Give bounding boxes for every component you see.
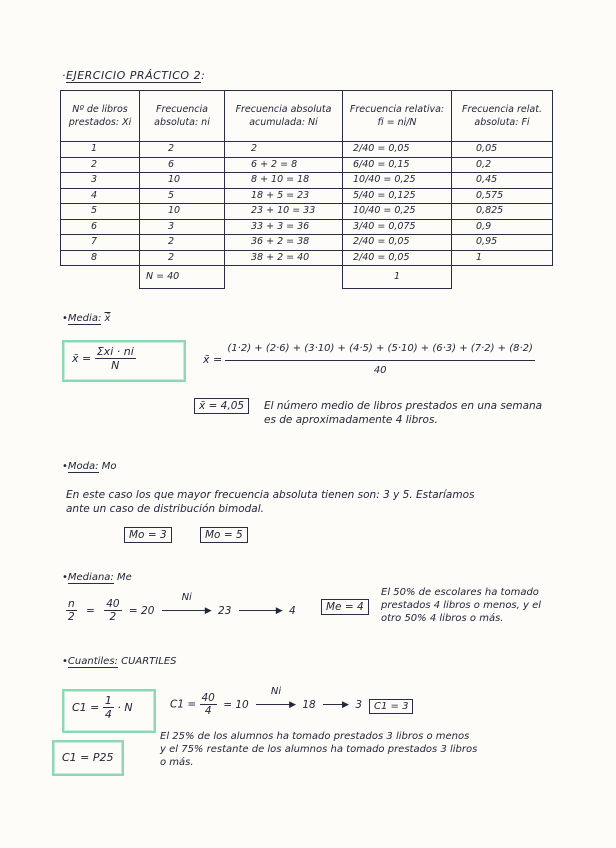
mediana-step-1: 23	[218, 604, 232, 617]
media-text-line-2: es de aproximadamente 4 libros.	[264, 414, 438, 426]
cell-Ni: 38 + 2 = 40	[225, 250, 343, 266]
media-symbol: x̄	[104, 313, 111, 324]
moda-value-1: Mo = 3	[129, 529, 167, 541]
page-title: ·EJERCICIO PRÁCTICO 2:	[62, 69, 206, 82]
moda-box-2	[200, 527, 248, 543]
media-formula-fraction	[95, 345, 136, 372]
cell-fi: 3/40 = 0,075	[343, 219, 452, 235]
col-header-fi: Frecuencia relativa: fi = ni/N	[343, 91, 452, 142]
cuartil-calc-den: 4	[204, 705, 212, 717]
cuartil-result-box	[369, 699, 413, 714]
cuartil-formula-num: 1	[104, 694, 112, 707]
mediana-text-line-3: otro 50% 4 libros o más.	[381, 613, 504, 624]
table-row	[61, 142, 553, 158]
frequency-table	[60, 90, 553, 289]
cuartil-text-line-2: y el 75% restante de los alumnos ha tomado prestados 3 libros	[160, 744, 478, 755]
cell-Ni: 2	[225, 142, 343, 158]
cuartil-arrow-2: ▶	[323, 699, 349, 711]
cell-Fi: 0,575	[452, 188, 553, 204]
cell-Ni: 33 + 3 = 36	[225, 219, 343, 235]
media-calc-denominator: 40	[373, 365, 387, 376]
percentile-equivalence: C1 = P25	[62, 751, 114, 764]
cuartil-text-line-1: El 25% de los alumnos ha tomado prestados 3 libros o menos	[160, 731, 470, 742]
total-f-cell: 1	[343, 266, 452, 289]
mediana-symbol: Me	[116, 572, 132, 583]
col-header-ni: Frecuencia absoluta: ni	[140, 91, 225, 142]
cuartil-calculation	[170, 685, 362, 717]
cell-fi: 5/40 = 0,125	[343, 188, 452, 204]
cell-fi: 2/40 = 0,05	[343, 142, 452, 158]
moda-box-1	[124, 527, 172, 543]
table-row	[61, 235, 553, 251]
media-label: Media:	[67, 313, 102, 324]
cell-xi: 7	[61, 235, 140, 251]
media-result: x̄ = 4,05	[199, 400, 245, 412]
mediana-text-line-1: El 50% de escolares ha tomado	[381, 587, 539, 598]
media-calc-numerator: (1·2) + (2·6) + (3·10) + (4·5) + (5·10) + (6·3) + (7·2) + (8·2)	[225, 343, 535, 361]
mediana-result: Me = 4	[326, 601, 364, 613]
mediana-label: Mediana:	[67, 572, 114, 583]
cell-ni: 2	[140, 235, 225, 251]
table-row	[61, 157, 553, 173]
cell-ni: 10	[140, 204, 225, 220]
cuartil-arrow-1: Ni ▶	[256, 699, 296, 711]
cell-Fi: 0,95	[452, 235, 553, 251]
cell-ni: 2	[140, 250, 225, 266]
cell-Fi: 1	[452, 250, 553, 266]
percentile-box	[52, 740, 124, 776]
cell-fi: 10/40 = 0,25	[343, 173, 452, 189]
media-formula-lhs: x̄ =	[72, 352, 92, 365]
cell-Fi: 0,9	[452, 219, 553, 235]
moda-text-line-2: ante un caso de distribución bimodal.	[66, 503, 264, 515]
media-calc-fraction	[225, 343, 535, 376]
col-header-Ni: Frecuencia absoluta acumulada: Ni	[225, 91, 343, 142]
media-calc-lhs: x̄ =	[203, 353, 223, 366]
mediana-step-2: 4	[289, 604, 296, 617]
media-result-box	[194, 398, 249, 414]
cell-xi: 6	[61, 219, 140, 235]
media-header: •Media: x̄	[62, 313, 111, 324]
media-text-line-1: El número medio de libros prestados en una semana	[264, 400, 543, 412]
table-row	[61, 219, 553, 235]
cell-xi: 5	[61, 204, 140, 220]
cuartil-calc-value: = 10	[223, 698, 249, 711]
total-empty-cell	[225, 266, 343, 289]
mediana-equals: =	[86, 604, 95, 617]
cuantiles-subtitle: CUARTILES	[121, 656, 177, 667]
table-row	[61, 188, 553, 204]
total-empty-cell	[452, 266, 553, 289]
cuantiles-label: Cuantiles:	[67, 656, 118, 667]
mediana-result-box	[321, 599, 369, 615]
mediana-calculation	[66, 591, 296, 623]
mediana-value: = 20	[128, 604, 155, 617]
cell-ni: 3	[140, 219, 225, 235]
title-text: EJERCICIO PRÁCTICO 2	[66, 69, 202, 82]
cuartil-calc-fraction	[200, 692, 217, 717]
media-explanation	[264, 399, 542, 427]
cell-fi: 2/40 = 0,05	[343, 235, 452, 251]
cell-ni: 6	[140, 157, 225, 173]
moda-explanation	[66, 488, 474, 516]
cell-xi: 8	[61, 250, 140, 266]
cuartil-result: C1 = 3	[374, 701, 409, 712]
mediana-arrow-2: ▶	[239, 605, 283, 617]
moda-symbol: Mo	[101, 461, 117, 472]
cell-xi: 1	[61, 142, 140, 158]
cuartil-formula-fraction	[103, 694, 114, 721]
moda-text-line-1: En este caso los que mayor frecuencia absoluta tienen son: 3 y 5. Estaríamos	[66, 489, 475, 501]
table-row	[61, 173, 553, 189]
mediana-arrow-1: Ni ▶	[162, 605, 212, 617]
mediana-text-line-2: prestados 4 libros o menos, y el	[381, 600, 542, 611]
mediana-frac2-den: 2	[109, 611, 117, 623]
cell-Fi: 0,05	[452, 142, 553, 158]
moda-header: •Moda: Mo	[62, 461, 117, 472]
cuartil-text-line-3: o más.	[160, 757, 194, 768]
col-header-xi: Nº de libros prestados: Xi	[61, 91, 140, 142]
mediana-frac1-num: n	[66, 598, 77, 611]
cuartil-calc-lhs: C1 =	[170, 698, 197, 711]
table-header-row	[61, 91, 553, 142]
mediana-frac2-num: 40	[106, 598, 120, 610]
cell-Ni: 23 + 10 = 33	[225, 204, 343, 220]
table-row	[61, 204, 553, 220]
cell-ni: 2	[140, 142, 225, 158]
table-row	[61, 250, 553, 266]
cell-Ni: 6 + 2 = 8	[225, 157, 343, 173]
table-total-row	[61, 266, 553, 289]
cuartil-step-2: 3	[355, 698, 362, 711]
media-formula-numerator: Σxi · ni	[96, 345, 134, 358]
total-n-cell: N = 40	[140, 266, 225, 289]
cell-xi: 2	[61, 157, 140, 173]
cuartil-step-1: 18	[302, 698, 316, 711]
cuantiles-header: •Cuantiles: CUARTILES	[62, 656, 177, 667]
media-formula-box	[62, 340, 186, 382]
cuartil-formula-lhs: C1 =	[72, 701, 100, 714]
cell-Ni: 18 + 5 = 23	[225, 188, 343, 204]
cuartil-formula-rhs: · N	[117, 701, 133, 714]
moda-value-2: Mo = 5	[205, 529, 243, 541]
media-formula-denominator: N	[111, 359, 120, 372]
moda-label: Moda:	[67, 461, 99, 472]
cuartil-formula-box	[62, 689, 156, 733]
cell-xi: 4	[61, 188, 140, 204]
cell-fi: 10/40 = 0,25	[343, 204, 452, 220]
mediana-frac1-den: 2	[68, 611, 75, 623]
mediana-header: •Mediana: Me	[62, 572, 132, 583]
cell-ni: 5	[140, 188, 225, 204]
mediana-fraction-2	[104, 598, 121, 623]
cell-xi: 3	[61, 173, 140, 189]
cuartil-formula-den: 4	[104, 708, 112, 721]
cell-fi: 2/40 = 0,05	[343, 250, 452, 266]
total-empty-cell	[61, 266, 140, 289]
cell-ni: 10	[140, 173, 225, 189]
mediana-fraction-1	[66, 598, 77, 623]
cuartil-explanation	[160, 730, 477, 769]
cell-Fi: 0,825	[452, 204, 553, 220]
cuartil-calc-num: 40	[201, 692, 215, 704]
cell-Fi: 0,45	[452, 173, 553, 189]
cell-Ni: 8 + 10 = 18	[225, 173, 343, 189]
mediana-explanation	[381, 586, 541, 625]
cuartil-arrow-label: Ni	[270, 685, 282, 697]
cell-Fi: 0,2	[452, 157, 553, 173]
mediana-arrow-label: Ni	[181, 591, 192, 603]
cell-fi: 6/40 = 0,15	[343, 157, 452, 173]
cell-Ni: 36 + 2 = 38	[225, 235, 343, 251]
col-header-Fi: Frecuencia relat. absoluta: Fi	[452, 91, 553, 142]
media-calculation	[203, 343, 535, 376]
